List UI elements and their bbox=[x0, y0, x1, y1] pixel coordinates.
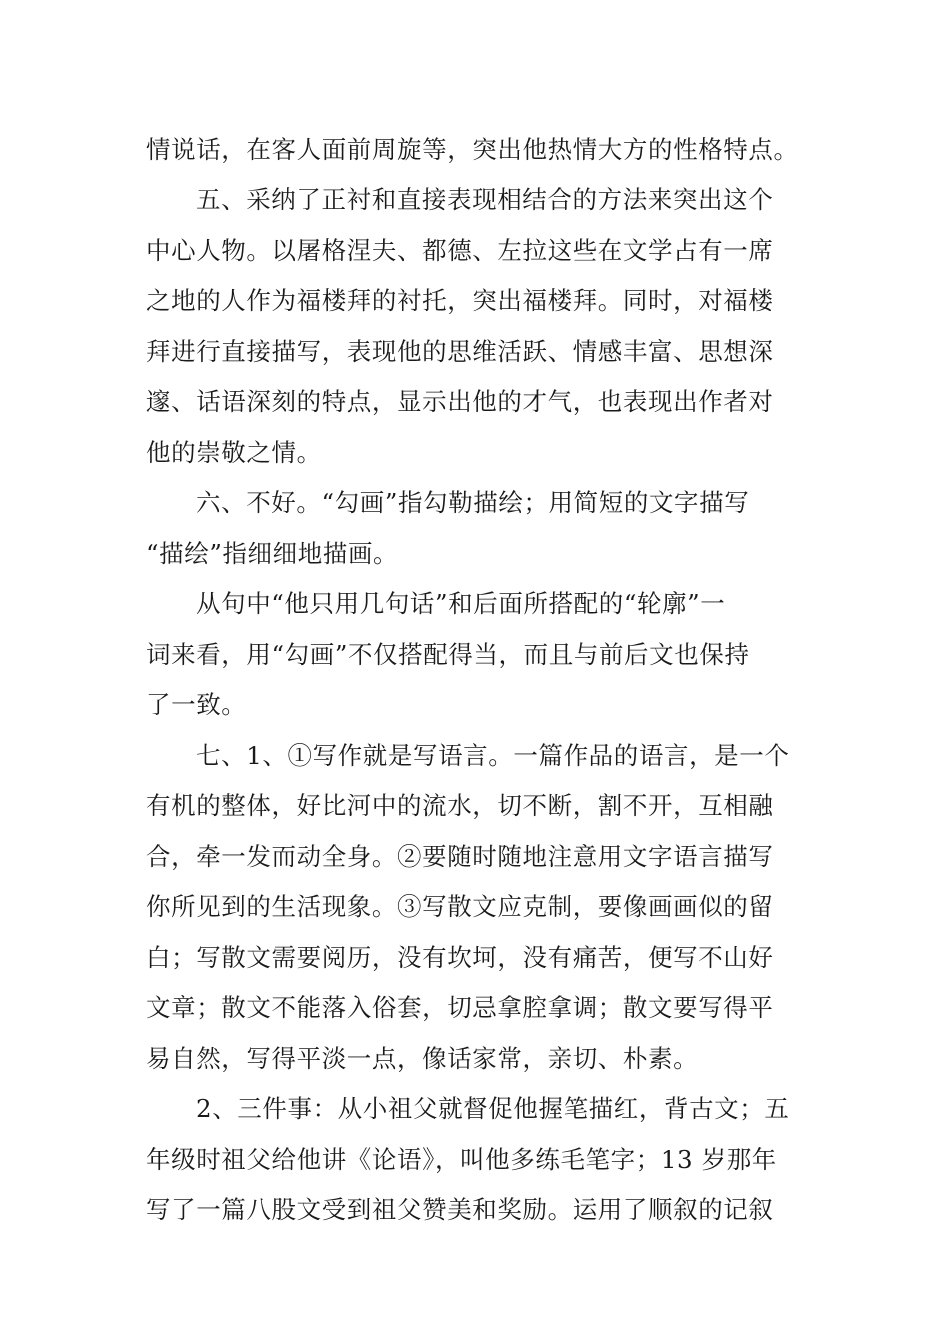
paragraph-start: 从句中“他只用几句话”和后面所搭配的“轮廓”一 bbox=[196, 589, 726, 618]
text-line: 拜进行直接描写，表现他的思维活跃、情感丰富、思想深 bbox=[146, 337, 774, 366]
paragraph-seven-start: 七、1、①写作就是写语言。一篇作品的语言，是一个 bbox=[196, 741, 790, 770]
text-line: 情说话，在客人面前周旋等，突出他热情大方的性格特点。 bbox=[146, 135, 799, 164]
text-line: 白；写散文需要阅历，没有坎坷，没有痛苦，便写不山好 bbox=[146, 943, 774, 972]
paragraph-five-start: 五、采纳了正衬和直接表现相结合的方法来突出这个 bbox=[196, 185, 774, 214]
paragraph-start: 2、三件事：从小祖父就督促他握笔描红，背古文；五 bbox=[196, 1094, 790, 1123]
text-line: 他的崇敬之情。 bbox=[146, 438, 322, 467]
text-line: 年级时祖父给他讲《论语》，叫他多练毛笔字；13 岁那年 bbox=[146, 1145, 777, 1174]
text-line: 之地的人作为福楼拜的衬托，突出福楼拜。同时，对福楼 bbox=[146, 286, 774, 315]
text-line: 写了一篇八股文受到祖父赞美和奖励。运用了顺叙的记叙 bbox=[146, 1195, 774, 1224]
text-line: 中心人物。以屠格涅夫、都德、左拉这些在文学占有一席 bbox=[146, 236, 774, 265]
text-line: 文章；散文不能落入俗套，切忌拿腔拿调；散文要写得平 bbox=[146, 993, 774, 1022]
paragraph-six-start: 六、不好。“勾画”指勾勒描绘；用简短的文字描写 bbox=[196, 488, 750, 517]
text-line: 你所见到的生活现象。③写散文应克制，要像画画似的留 bbox=[146, 892, 774, 921]
text-line: 了一致。 bbox=[146, 690, 247, 719]
text-line: 易自然，写得平淡一点，像话家常，亲切、朴素。 bbox=[146, 1044, 699, 1073]
text-line: 邃、话语深刻的特点，显示出他的才气，也表现出作者对 bbox=[146, 387, 774, 416]
text-line: 合，牵一发而动全身。②要随时随地注意用文字语言描写 bbox=[146, 842, 774, 871]
text-line: 有机的整体，好比河中的流水，切不断，割不开，互相融 bbox=[146, 791, 774, 820]
text-line: “描绘”指细细地描画。 bbox=[146, 539, 399, 568]
text-line: 词来看，用“勾画”不仅搭配得当，而且与前后文也保持 bbox=[146, 640, 750, 669]
